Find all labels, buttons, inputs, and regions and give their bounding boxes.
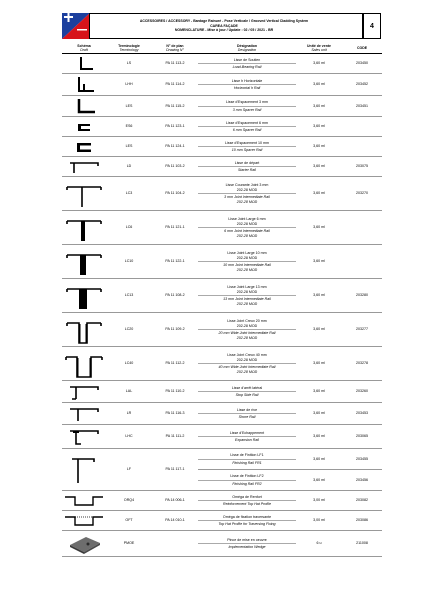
table-row — [62, 511, 382, 531]
col-drawing: N° de plan Drawing N° — [152, 43, 198, 54]
table-row — [62, 449, 382, 470]
code: 211008 — [342, 531, 382, 557]
terminology: LES — [106, 96, 152, 117]
drawing-number: PA 11 114-2 — [152, 74, 198, 96]
terminology: LES — [106, 137, 152, 157]
header-line1: ACCESSOIRES / ACCESSORY - Bardage Rainuré - Pose Verticale / Grooved Vertical Cladding System — [139, 19, 309, 24]
terminology: LF — [106, 449, 152, 491]
designation: Lisse Joint Large 10 mm 202-28 MOD 10 mm Joint Intermediate Rail 202-28 MOD — [198, 245, 296, 279]
terminology: LC3 — [106, 177, 152, 211]
profile-drawing — [62, 381, 106, 403]
designation: Lisse Joint Large 13 mm 202-28 MOD 13 mm Joint Intermediate Rail 202-28 MOD — [198, 279, 296, 313]
terminology: LC40 — [106, 347, 152, 381]
sales-unit: 3,60 ml — [296, 137, 342, 157]
sales-unit: 3,60 ml — [296, 425, 342, 449]
sales-unit: 3,60 ml — [296, 211, 342, 245]
col-draft: Schéma Draft — [62, 43, 106, 54]
code: 203270 — [342, 177, 382, 211]
table-row — [62, 137, 382, 157]
code: 203075 — [342, 157, 382, 177]
sales-unit: 3,60 ml — [296, 279, 342, 313]
code: 203452 — [342, 74, 382, 96]
drawing-number: PA 11 104-2 — [152, 177, 198, 211]
designation: Lisse Courante Joint 3 mm 202-28 MOD 3 mm Joint Intermediate Rail 202-28 MOD — [198, 177, 296, 211]
col-terminology: Terminologie Terminology — [106, 43, 152, 54]
profile-drawing — [62, 117, 106, 137]
terminology: ORQ4 — [106, 491, 152, 511]
terminology: LR — [106, 403, 152, 425]
sales-unit: 3,60 ml — [296, 54, 342, 74]
terminology: LHC — [106, 425, 152, 449]
header-text — [93, 13, 355, 39]
sales-unit: 3,60 ml — [296, 470, 342, 491]
table-row — [62, 117, 382, 137]
terminology: LC20 — [106, 313, 152, 347]
terminology: LC10 — [106, 245, 152, 279]
profile-drawing — [62, 245, 106, 279]
col-code: CODE — [342, 43, 382, 54]
designation: Lisse Joint Large 6 mm 202-28 MOD 6 mm Joint Intermediate Rail 202-28 MOD — [198, 211, 296, 245]
sales-unit: 3,60 ml — [296, 381, 342, 403]
drawing-number: PA 11 115-2 — [152, 96, 198, 117]
designation: Lisse Joint Creux 20 mm 202-28 MOD 20 mm Wide Joint Intermediate Rail 202-28 MOD — [198, 313, 296, 347]
drawing-number: PA 11 108-2 — [152, 279, 198, 313]
page-number: 4 — [363, 13, 381, 39]
drawing-number: PA 11 113-2 — [152, 54, 198, 74]
profile-drawing — [62, 491, 106, 511]
profile-drawing — [62, 347, 106, 381]
sales-unit: 3,60 ml — [296, 96, 342, 117]
code: 203453 — [342, 403, 382, 425]
terminology: LAL — [106, 381, 152, 403]
sales-unit: 3,60 ml — [296, 313, 342, 347]
table-row — [62, 425, 382, 449]
sales-unit: 3,60 ml — [296, 449, 342, 470]
sales-unit: 3,00 ml — [296, 511, 342, 531]
flag-icon — [62, 13, 90, 39]
code: 203278 — [342, 347, 382, 381]
code: 203277 — [342, 313, 382, 347]
sales-unit: 3,60 ml — [296, 245, 342, 279]
drawing-number: PA 11 112-2 — [152, 347, 198, 381]
code: 203455 — [342, 449, 382, 470]
table-row — [62, 403, 382, 425]
designation: Lisse d'Espacement 6 mm 6 mm Spacer Rail — [198, 117, 296, 137]
profile-drawing — [62, 96, 106, 117]
code: 203086 — [342, 511, 382, 531]
designation: Lisse d'Echappement Expansion Rail — [198, 425, 296, 449]
sales-unit: 6 u — [296, 531, 342, 557]
drawing-number: PA 11 117-1 — [152, 449, 198, 491]
profile-drawing — [62, 403, 106, 425]
drawing-number: PA 11 111-2 — [152, 425, 198, 449]
table-row — [62, 245, 382, 279]
designation: Pince de mise en oeuvre Implementation Wedge — [198, 531, 296, 557]
drawing-number: PA 14 006-1 — [152, 491, 198, 511]
designation: Lisse de rive Shore Rail — [198, 403, 296, 425]
designation: Lisse de Finition LF2 Finishing Rail FR2 — [198, 470, 296, 491]
terminology: OFT — [106, 511, 152, 531]
code: 203260 — [342, 381, 382, 403]
designation: Lisse d'Espacement 10 mm 10 mm Spacer Rail — [198, 137, 296, 157]
profile-drawing — [62, 74, 106, 96]
col-sales-unit: Unité de vente Sales unit — [296, 43, 342, 54]
terminology: LC6 — [106, 211, 152, 245]
terminology: LHH — [106, 74, 152, 96]
table-header-row — [62, 43, 382, 54]
designation: Lisse d'arrêt latéral Stop Side Rail — [198, 381, 296, 403]
drawing-number: PA 11 110-2 — [152, 381, 198, 403]
profile-drawing — [62, 177, 106, 211]
sales-unit: 3,00 ml — [296, 491, 342, 511]
profile-drawing — [62, 425, 106, 449]
profile-drawing — [62, 54, 106, 74]
drawing-number: PA 11 124-1 — [152, 137, 198, 157]
table-row — [62, 74, 382, 96]
drawing-number: PA 11 109-2 — [152, 313, 198, 347]
drawing-number: PA 11 103-2 — [152, 157, 198, 177]
table-row — [62, 157, 382, 177]
table-row — [62, 531, 382, 557]
code: 203082 — [342, 491, 382, 511]
code: 203280 — [342, 279, 382, 313]
table-row — [62, 54, 382, 74]
table-row — [62, 177, 382, 211]
drawing-number: PA 14 010-1 — [152, 511, 198, 531]
terminology: LD — [106, 157, 152, 177]
code: 203065 — [342, 425, 382, 449]
designation: Oméga de Renfort Reinforcement Top Hat Profile — [198, 491, 296, 511]
sales-unit: 3,60 ml — [296, 177, 342, 211]
table-row — [62, 381, 382, 403]
drawing-number: PA 11 116-3 — [152, 403, 198, 425]
designation: Lisse de Finition LF1 Finishing Rail FR1 — [198, 449, 296, 470]
drawing-number: PA 11 122-1 — [152, 245, 198, 279]
code: 203450 — [342, 54, 382, 74]
sales-unit: 3,60 ml — [296, 117, 342, 137]
nomenclature-table — [62, 43, 382, 557]
terminology: ES6 — [106, 117, 152, 137]
sales-unit: 3,60 ml — [296, 74, 342, 96]
sales-unit: 3,60 ml — [296, 347, 342, 381]
drawing-number: PA 11 121-1 — [152, 211, 198, 245]
table-row — [62, 491, 382, 511]
terminology: LS — [106, 54, 152, 74]
sales-unit: 3,60 ml — [296, 157, 342, 177]
profile-drawing — [62, 449, 106, 491]
header-line3: NOMENCLATURE - Mise à jour / Update : 02 / 05 / 2021 - BR — [174, 28, 274, 33]
profile-drawing — [62, 211, 106, 245]
table-row — [62, 279, 382, 313]
drawing-number — [152, 531, 198, 557]
code: 203451 — [342, 96, 382, 117]
designation: Lisse de départ Starter Rail — [198, 157, 296, 177]
designation: Lisse h Horizontale Horizontal h Rail — [198, 74, 296, 96]
header-line2: CAREA FAÇADE — [210, 23, 238, 28]
drawing-number: PA 11 123-1 — [152, 117, 198, 137]
profile-drawing — [62, 531, 106, 557]
code — [342, 117, 382, 137]
designation: Oméga de fixation traversante Top Hat Profile for Traversing Fixing — [198, 511, 296, 531]
designation: Lisse de Soutien Load-Bearing Rail — [198, 54, 296, 74]
table-row — [62, 211, 382, 245]
profile-drawing — [62, 313, 106, 347]
designation: Lisse Joint Creux 40 mm 202-28 MOD 40 mm Wide Joint Intermediate Rail 202-28 MOD — [198, 347, 296, 381]
table-row — [62, 96, 382, 117]
profile-drawing — [62, 137, 106, 157]
code — [342, 137, 382, 157]
terminology: LC13 — [106, 279, 152, 313]
profile-drawing — [62, 279, 106, 313]
code — [342, 211, 382, 245]
code: 203456 — [342, 470, 382, 491]
profile-drawing — [62, 157, 106, 177]
col-designation: Désignation Designation — [198, 43, 296, 54]
table-row — [62, 313, 382, 347]
profile-drawing — [62, 511, 106, 531]
terminology: PMOE — [106, 531, 152, 557]
code — [342, 245, 382, 279]
designation: Lisse d'Espacement 3 mm 3 mm Spacer Rail — [198, 96, 296, 117]
table-row — [62, 347, 382, 381]
sales-unit: 3,60 ml — [296, 403, 342, 425]
